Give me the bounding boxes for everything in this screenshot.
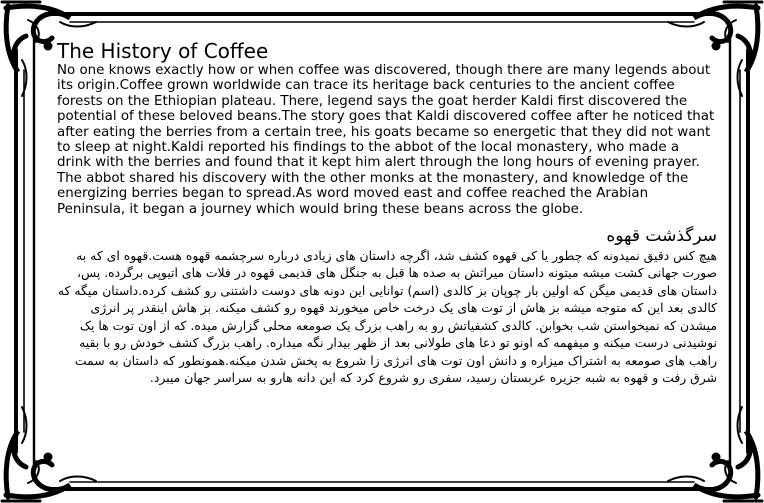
- document-content: [57, 40, 717, 480]
- persian-body: هیچ کس دقیق نمیدونه که چطور یا کی قهوه کشف شد، اگرچه داستان های زیادی درباره سرچشمه قهوه هست.قهوه ای که به صورت جهانی کشت میشه میتونه داستان میراثش به صده ها قبل به جنگل های قدیمی قهوه در فلات های اتیوپی برگرده. پس، داستان های قدیمی میگن که اولین بار چوپان بز کالدی (اسم) توانایی این دونه های دوست داشتنی رو کشف کرده.داستان میگه که کالدی بعد این که متوجه میشه بز هاش از توت های یک درخت خاص میخورند قهوه رو کشف میکنه. بز هاش اینقدر پر انرژی میشدن که نمیخواستن شب بخوابن. کالدی کشفیاتش رو به راهب بزرگ یک صومعه محلی گزارش میده. که از اون توت ها یک نوشیدنی درست میکنه و میفهمه که اونو تو دعا های طولانی بعد از ظهر بیدار نگه میداره. راهب بزرگ کشف خودش رو با بقیه راهب های صومعه به اشتراک میزاره و دانش اون توت های انرژی زا شروع به پخش شدن میکنه.همونطور که داستان به سمت شرق رفت و قهوه به شبه جزیره عربستان رسید، سفری رو شروع کرد که این دانه هارو به سراسر جهان میبرد.: [57, 248, 717, 385]
- persian-title: سرگذشت قهوه: [606, 226, 717, 247]
- english-body: No one knows exactly how or when coffee was discovered, though there are many legends about its origin.Coffee grown worldwide can trace its heritage back centuries to the ancient coffee forests on the Ethiopian plateau. There, legend says the goat herder Kaldi first discovered the potential of these beloved beans.The story goes that Kaldi discovered coffee after he noticed that after eating the berries from a certain tree, his goats became so energetic that they did not want to sleep at night.Kaldi reported his findings to the abbot of the local monastery, who made a drink with the berries and found that it kept him alert through the long hours of evening prayer. The abbot shared his discovery with the other monks at the monastery, and knowledge of the energizing berries began to spread.As word moved east and coffee reached the Arabian Peninsula, it began a journey which would bring these beans across the globe.: [57, 63, 715, 217]
- english-title: The History of Coffee: [57, 39, 269, 63]
